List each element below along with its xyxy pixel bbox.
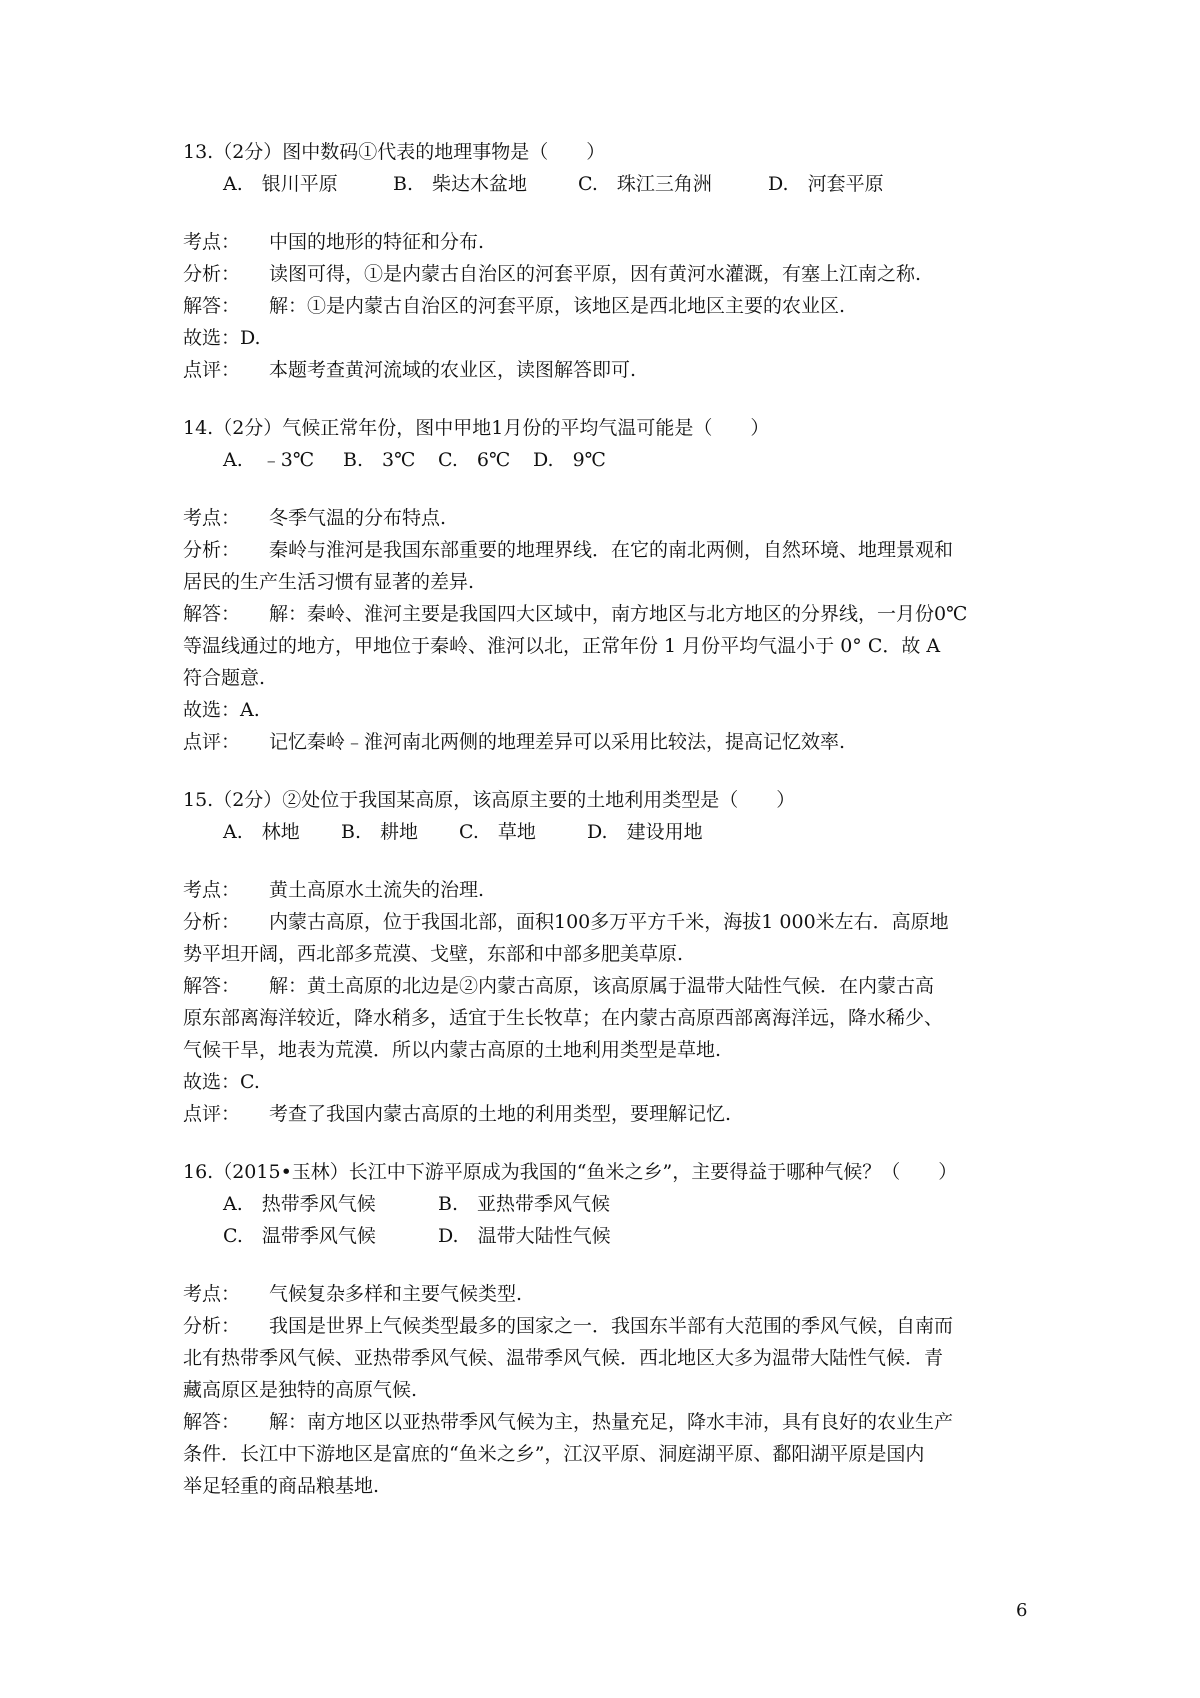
q15-jieda-1: 解答： 解：黄土高原的北边是②内蒙古高原，该高原属于温带大陆性气候．在内蒙古高: [183, 975, 935, 997]
q14-jieda-1: 解答： 解：秦岭、淮河主要是我国四大区域中，南方地区与北方地区的分界线，一月份0℃: [183, 603, 968, 625]
q14-options: [183, 444, 1033, 476]
q15-fenxi-1: 分析： 内蒙古高原，位于我国北部，面积100多万平方千米，海拔1 000米左右．高原地: [183, 911, 949, 933]
q16-fenxi-3: 藏高原区是独特的高原气候.: [183, 1379, 418, 1401]
q13-option-a: A. 银川平原: [223, 173, 338, 195]
q16-option-a: A. 热带季风气候: [223, 1193, 376, 1215]
q15-jieda-2: 原东部离海洋较近，降水稍多，适宜于生长牧草；在内蒙古高原西部离海洋远，降水稀少、: [183, 1007, 944, 1029]
q16-option-d: D. 温带大陆性气候: [438, 1225, 611, 1247]
q13-kaodian: 考点： 中国的地形的特征和分布.: [183, 231, 485, 253]
document-page: [183, 136, 1033, 1502]
q13-dianping: 点评： 本题考查黄河流域的农业区，读图解答即可.: [183, 359, 637, 381]
q14-fenxi-2: 居民的生产生活习惯有显著的差异.: [183, 571, 475, 593]
q15-kaodian: 考点： 黄土高原水土流失的治理.: [183, 879, 485, 901]
q14-option-c: C. 6℃: [438, 449, 511, 471]
q13-stem: 13.（2分）图中数码①代表的地理事物是（ ）: [183, 141, 606, 163]
q14-stem: 14.（2分）气候正常年份，图中甲地1月份的平均气温可能是（ ）: [183, 417, 770, 439]
q15-option-a: A. 林地: [223, 821, 300, 843]
q15-option-b: B. 耕地: [341, 821, 419, 843]
q14-kaodian: 考点： 冬季气温的分布特点.: [183, 507, 447, 529]
q13-jieda: 解答： 解：①是内蒙古自治区的河套平原，该地区是西北地区主要的农业区.: [183, 295, 846, 317]
q16-jieda-2: 条件．长江中下游地区是富庶的“鱼米之乡”，江汉平原、洞庭湖平原、鄱阳湖平原是国内: [183, 1443, 925, 1465]
q14-option-d: D. 9℃: [533, 449, 606, 471]
q16-options-row-1: [183, 1188, 1033, 1220]
page-number: 6: [1016, 1600, 1028, 1621]
q15-option-d: D. 建设用地: [587, 821, 703, 843]
q13-option-b: B. 柴达木盆地: [393, 173, 528, 195]
q16-stem: 16.（2015•玉林）长江中下游平原成为我国的“鱼米之乡”，主要得益于哪种气候？（ ）: [183, 1161, 958, 1183]
q16-option-c: C. 温带季风气候: [223, 1225, 376, 1247]
q13-options: [183, 168, 1033, 200]
q15-answer: 故选：C.: [183, 1071, 260, 1093]
q15-jieda-3: 气候干旱，地表为荒漠．所以内蒙古高原的土地利用类型是草地.: [183, 1039, 722, 1061]
q13-answer: 故选：D.: [183, 327, 261, 349]
q13-option-d: D. 河套平原: [768, 173, 884, 195]
q16-fenxi-2: 北有热带季风气候、亚热带季风气候、温带季风气候．西北地区大多为温带大陆性气候．青: [183, 1347, 944, 1369]
q14-option-a: A. ﹣3℃: [223, 449, 315, 471]
q16-option-b: B. 亚热带季风气候: [438, 1193, 611, 1215]
q13-option-c: C. 珠江三角洲: [578, 173, 712, 195]
q14-jieda-3: 符合题意.: [183, 667, 266, 689]
q14-fenxi-1: 分析： 秦岭与淮河是我国东部重要的地理界线．在它的南北两侧，自然环境、地理景观和: [183, 539, 954, 561]
q16-jieda-1: 解答： 解：南方地区以亚热带季风气候为主，热量充足，降水丰沛，具有良好的农业生产: [183, 1411, 954, 1433]
q14-jieda-2: 等温线通过的地方，甲地位于秦岭、淮河以北，正常年份 1 月份平均气温小于 0° C．故 A: [183, 635, 941, 657]
q13-fenxi: 分析： 读图可得，①是内蒙古自治区的河套平原，因有黄河水灌溉，有塞上江南之称.: [183, 263, 922, 285]
q16-jieda-3: 举足轻重的商品粮基地.: [183, 1475, 380, 1497]
q15-dianping: 点评： 考查了我国内蒙古高原的土地的利用类型，要理解记忆.: [183, 1103, 732, 1125]
q14-answer: 故选：A.: [183, 699, 260, 721]
q16-kaodian: 考点： 气候复杂多样和主要气候类型.: [183, 1283, 523, 1305]
q15-stem: 15.（2分）②处位于我国某高原，该高原主要的土地利用类型是（ ）: [183, 789, 796, 811]
q15-fenxi-2: 势平坦开阔，西北部多荒漠、戈壁，东部和中部多肥美草原.: [183, 943, 684, 965]
q16-fenxi-1: 分析： 我国是世界上气候类型最多的国家之一．我国东半部有大范围的季风气候，自南而: [183, 1315, 954, 1337]
q14-dianping: 点评： 记忆秦岭﹣淮河南北两侧的地理差异可以采用比较法，提高记忆效率.: [183, 731, 846, 753]
q16-options-row-2: [183, 1220, 1033, 1252]
q15-option-c: C. 草地: [459, 821, 536, 843]
q15-options: [183, 816, 1033, 848]
q14-option-b: B. 3℃: [343, 449, 416, 471]
